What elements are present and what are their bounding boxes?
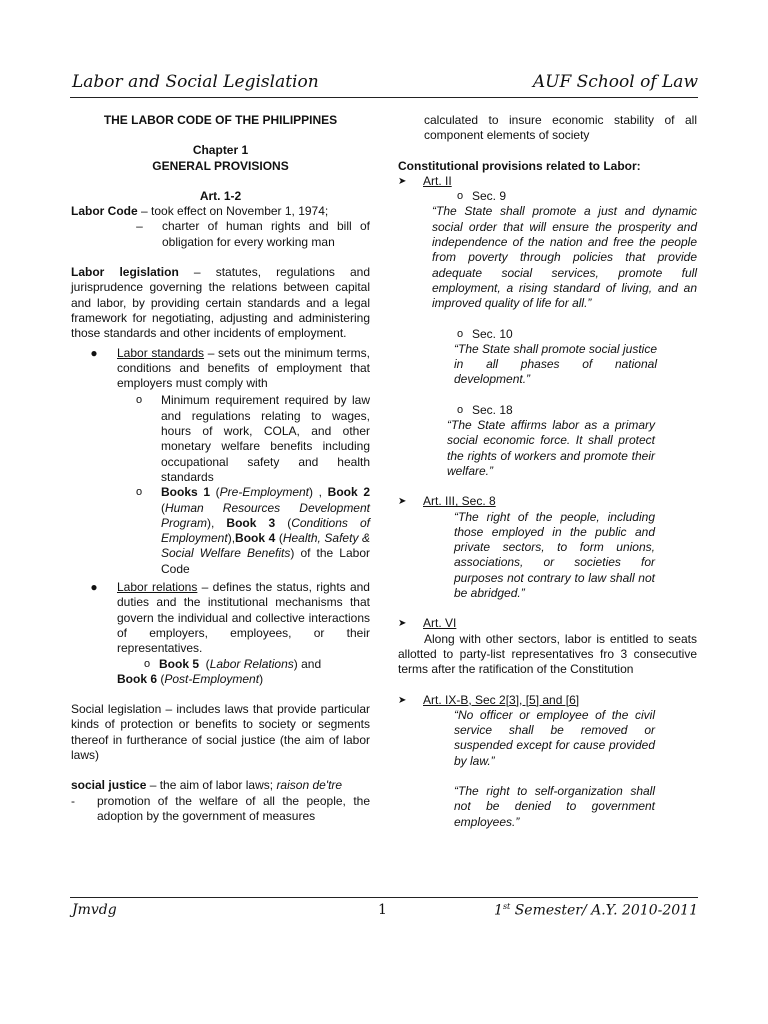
bullet-icon: ● [90,580,98,595]
art-9-item [398,693,697,708]
book-1-label: Books 1 [161,485,210,500]
dash-marker: – [136,219,143,234]
arrow-bullet-icon: ➤ [398,175,407,187]
book-5-item [71,657,370,672]
book-2-label: Book 2 [327,485,370,500]
minimum-requirement-text: Minimum requirement required by law and regulations relating to wages, hours of work, COLA, and other monetary welfare benefits including occupational safety and health standards [161,393,370,484]
labor-legislation-text: – statutes, regulations and jurisprudence governing the relations between capital and labor, by providing certain standards and a legal framework for negotiating, adjusting and administering those standards and other incidents of employment. [71,265,371,341]
labor-code-text: – took effect on November 1, 1974; [137,204,329,219]
sec-10-heading: Sec. 10 [472,326,513,341]
book-6-text: Book 6 (Post-Employment) [117,671,264,686]
and-text: and [301,656,322,671]
header-school-name: AUF School of Law [532,72,698,92]
labor-code-term: Labor Code [71,204,138,219]
constitutional-provisions-heading: Constitutional provisions related to Labor: [398,158,641,173]
circle-bullet-icon: o [135,394,143,407]
sec-10-item [398,327,697,342]
continued-text: calculated to insure economic stability of all component elements of society [424,113,697,143]
labor-standards-term: Labor standards [117,345,205,360]
sec-9-quote: “The State shall promote a just and dynamic social order that will ensure the prosperity and independence of the nation and free the people from poverty through policies that provide adequate social services, promote full employment, a rising standard of living, and an improved quality of life for all.” [432,204,697,311]
labor-relations-text [117,580,370,656]
books-item [71,485,370,577]
page-number: 1 [378,902,387,918]
right-column [398,113,697,830]
social-justice-term: social justice [71,778,147,793]
art-9-quote-2: “The right to self-organization shall not be denied to government employees.” [454,783,655,829]
book-5-text: Book 5 (Labor Relations) and [159,656,322,671]
social-justice-definition [71,778,370,793]
chapter-title: GENERAL PROVISIONS [152,158,289,173]
header-course-title: Labor and Social Legislation [72,72,319,92]
circle-bullet-icon: o [143,657,151,670]
bullet-icon: ● [90,345,98,360]
labor-relations-item [71,580,370,656]
labor-standards-item [71,346,370,392]
labor-standards-text [117,346,370,392]
social-legislation-definition: Social legislation – includes laws that provide particular kinds of protection or benefits to society or segments thereof in furtherance of social justice (the aim of labor laws) [71,702,370,762]
labor-relations-def: – defines the status, rights and duties and the institutional mechanisms that govern the individual and collective interactions of employers, employees, or their representatives. [117,580,370,656]
arrow-bullet-icon: ➤ [398,618,407,630]
art-3-heading: Art. III, Sec. 8 [423,494,496,509]
charter-item [71,219,370,250]
promotion-text: promotion of the welfare of all the people, the adoption by the government of measures [97,793,370,823]
circle-bullet-icon: o [456,327,464,340]
art-6-text: Along with other sectors, labor is entitled to seats allotted to party-list representatives fro 3 consecutive terms after the ratification of the Constitution [398,631,697,677]
sec-9-item [398,189,697,204]
book-3-label: Book 3 [226,515,276,530]
labor-relations-term: Labor relations [117,580,198,595]
semester-number: 1 [494,902,503,919]
books-text: Books 1 (Pre-Employment) , Book 2 (Human Resources Development Program), Book 3 (Conditions of Employment),Book 4 (Health, Safety & Social Welfare Benefits) of the Labor Code [161,485,371,576]
book-4-label: Book 4 [235,531,276,546]
header-rule [70,97,698,98]
labor-code-definition [71,204,370,219]
footer-rule [70,897,698,898]
of-labor-code-text: of the Labor Code [161,546,371,576]
circle-bullet-icon: o [135,486,143,499]
circle-bullet-icon: o [456,190,464,203]
arrow-bullet-icon: ➤ [398,496,407,508]
labor-legislation-definition [71,265,370,341]
book-5-title: Labor Relations [209,656,294,671]
book-3-title: Conditions of Employment [161,515,370,546]
art-9-quote-1: “No officer or employee of the civil service shall be removed or suspended except for cause provided by law.” [454,707,655,768]
semester-text: Semester/ A.Y. 2010-2011 [510,902,698,919]
sec-18-heading: Sec. 18 [472,402,513,417]
footer-author-initials: Jmvdg [72,902,117,918]
book-5-label: Book 5 [159,656,200,671]
document-title: THE LABOR CODE OF THE PHILIPPINES [103,113,338,127]
sec-18-quote: “The State affirms labor as a primary social economic force. It shall protect the rights of workers and promote their welfare.” [447,418,655,478]
article-heading: Art. 1-2 [199,188,242,203]
charter-text: charter of human rights and bill of obligation for every working man [162,219,370,249]
art-3-item [398,494,697,509]
chapter-number: Chapter 1 [192,143,249,158]
sec-18-item [398,403,697,418]
sec-9-heading: Sec. 9 [472,189,507,204]
labor-standards-def: – sets out the minimum terms, conditions and benefits of employment that employers must comply with [117,345,370,391]
hyphen-marker: - [71,793,75,808]
art-9-heading: Art. IX-B, Sec 2[3], [5] and [6] [423,692,580,707]
book-4-title: Health, Safety & Social Welfare Benefits [161,531,370,561]
circle-bullet-icon: o [456,403,464,416]
art-2-item [398,174,697,189]
semester-ordinal-suffix: st [502,902,511,911]
art-6-heading: Art. VI [423,616,457,631]
book-6-label: Book 6 [117,671,158,686]
footer-semester [494,902,698,919]
raison-detre-text: raison de'tre [276,778,343,793]
sec-10-quote: “The State shall promote social justice in all phases of national development.” [454,341,657,387]
book-6-title: Post-Employment [164,671,260,686]
labor-legislation-term: Labor legislation [71,265,179,280]
book-2-title: Human Resources Development Program [161,500,370,530]
promotion-item [71,794,370,825]
book-1-title: Pre-Employment [219,485,310,500]
social-justice-text: – the aim of labor laws; [146,778,277,793]
art-2-heading: Art. II [423,173,452,188]
art-3-quote: “The right of the people, including those employed in the public and private sectors, to form unions, associations, or societies for purposes not contrary to law shall not be abridged.” [454,509,655,601]
minimum-requirement-item [71,393,370,485]
arrow-bullet-icon: ➤ [398,694,407,706]
left-column [71,113,370,824]
art-6-item [398,616,697,631]
